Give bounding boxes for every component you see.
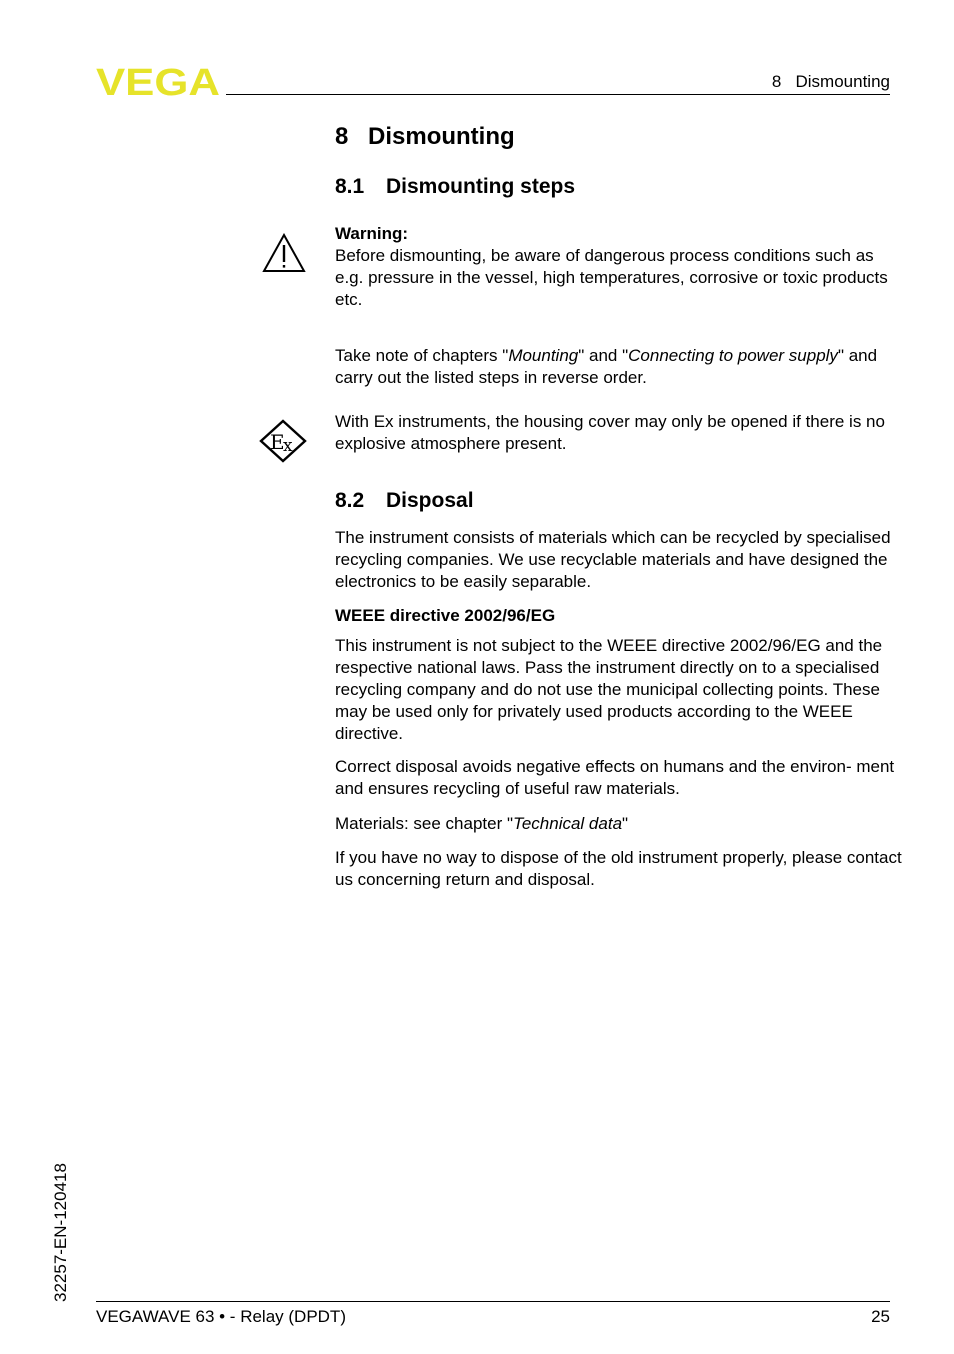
note-before: Take note of chapters " — [335, 346, 509, 365]
weee-paragraph — [335, 635, 905, 745]
vega-logo — [96, 64, 220, 98]
chapter-number: 8 — [335, 123, 349, 150]
logo-text: VEGA — [96, 64, 220, 98]
materials-after: " — [622, 814, 629, 833]
section-heading-8-1 — [335, 174, 905, 200]
section-number: 8.1 — [335, 175, 365, 198]
correct-disposal-text: Correct disposal avoids negative effects on humans and the environ- ment and ensures recycling of useful raw materials. — [335, 757, 895, 798]
section-title: Disposal — [386, 489, 474, 512]
note-after: " and carry out the listed steps in reverse order. — [335, 346, 878, 387]
page-number: 25 — [871, 1307, 890, 1326]
svg-text:E: E — [270, 430, 285, 454]
warning-block — [335, 223, 905, 311]
materials-before: Materials: see chapter " — [335, 814, 514, 833]
disposal-intro — [335, 527, 905, 593]
ex-note-paragraph — [335, 411, 905, 455]
disposal-intro-text: The instrument consists of materials which can be recycled by specialised recycling companies. We use recyclable materials and have designed the electronics to be easily separable. — [335, 528, 891, 591]
footer-rule — [96, 1301, 890, 1302]
chapter-ref-technical-data: Technical data — [513, 814, 623, 833]
chapter-ref-power-supply: Connecting to power supply — [628, 346, 838, 365]
document-code: 32257-EN-120418 — [51, 1163, 70, 1302]
running-header: 8 Dismounting — [771, 72, 890, 91]
chapter-title: Dismounting — [368, 123, 515, 150]
warning-triangle-icon — [262, 233, 306, 273]
materials-paragraph — [335, 813, 905, 835]
svg-text:x: x — [283, 436, 293, 456]
chapter-ref-mounting: Mounting — [508, 346, 579, 365]
weee-heading: WEEE directive 2002/96/EG — [335, 606, 556, 625]
footer-product: VEGAWAVE 63 • - Relay (DPDT) — [96, 1307, 346, 1326]
warning-label: Warning: — [335, 224, 409, 243]
header-rule — [226, 94, 890, 95]
note-paragraph — [335, 345, 905, 389]
section-number: 8.2 — [335, 489, 365, 512]
section-heading-8-2 — [335, 488, 905, 514]
correct-disposal-paragraph — [335, 756, 905, 800]
ex-note-text: With Ex instruments, the housing cover may only be opened if there is no explosive atmosphere present. — [335, 412, 885, 453]
contact-text: If you have no way to dispose of the old instrument properly, please contact us concerning return and disposal. — [335, 848, 902, 889]
weee-text: This instrument is not subject to the WEEE directive 2002/96/EG and the respective national laws. Pass the instrument directly on to a specialised recycling company and do not use the municipal collecting points. These may be used only for privately used products according to the WEEE directive. — [335, 636, 883, 743]
chapter-heading — [335, 123, 905, 151]
contact-paragraph — [335, 847, 905, 891]
warning-text: Before dismounting, be aware of dangerous process conditions such as e.g. pressure in the vessel, high temperatures, corrosive or toxic products etc. — [335, 246, 888, 309]
ex-protection-icon — [259, 419, 307, 463]
section-title: Dismounting steps — [386, 175, 576, 198]
note-middle: " and " — [578, 346, 629, 365]
